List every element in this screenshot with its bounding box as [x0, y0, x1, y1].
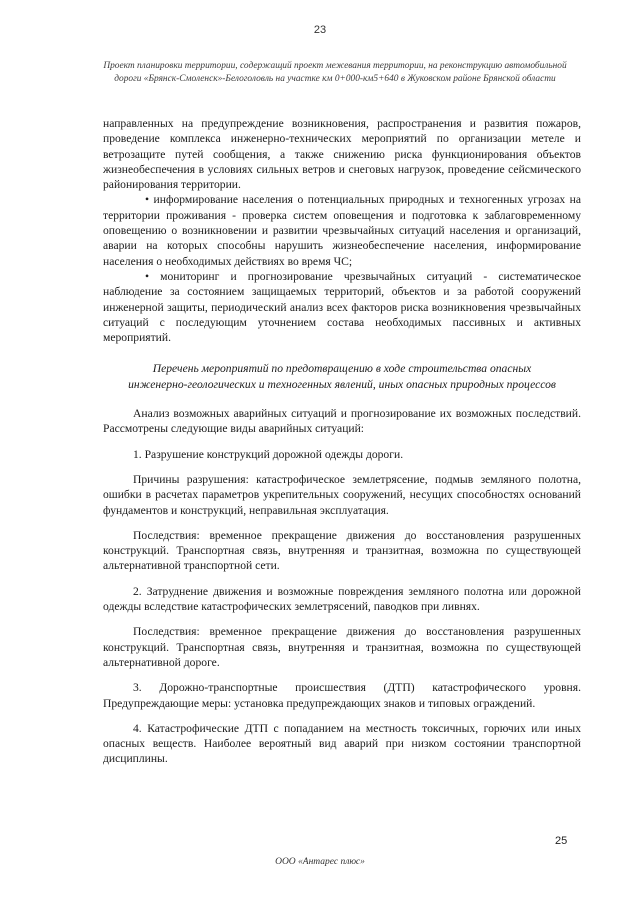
document-header: Проект планировки территории, содержащий проект межевания территории, на реконструкцию автомобильной дороги «Брянск-Смоленск»-Белоголовль на участке км 0+000-км5+640 в Жуковском районе Брянской области: [103, 61, 567, 84]
paragraph-analysis: Анализ возможных аварийных ситуаций и прогнозирование их возможных последствий. Рассмотрены следующие виды аварийных ситуаций:: [103, 407, 581, 436]
bullet-monitoring: • мониторинг и прогнозирование чрезвычайных ситуаций - систематическое наблюдение за состоянием защищаемых территорий, объектов и за работой сооружений инженерной защиты, периодический анализ всех факторов риска возникновения чрезвычайных ситуаций с последующим уточнением состава необходимых пассивных и активных мероприятий.: [103, 269, 581, 345]
item-2-difficulty: 2. Затруднение движения и возможные повреждения земляного полотна или дорожной одежды вследствие катастрофических землетрясений, паводков при ливнях.: [103, 584, 581, 614]
item-3-accidents: 3. Дорожно-транспортные происшествия (ДТП) катастрофического уровня. Предупреждающие меры: установка предупреждающих знаков и типовых ограждений.: [103, 681, 581, 710]
bullet-informing: • информирование населения о потенциальных природных и техногенных угрозах на территории проживания - проверка систем оповещения и подготовка к заблаговременному оповещению о возникновении и развитии чрезвычайных ситуаций населения и организаций, аварии на которых способны нарушить жизнеобеспечение населения, информирование населения о необходимых действиях во время ЧС;: [103, 193, 581, 268]
paragraph-causes: Причины разрушения: катастрофическое землетрясение, подмыв земляного полотна, ошибки в расчетах параметров укрепительных сооружений, несущих способностях оснований фундаментов и конструкций, неправильная эксплуатация.: [103, 472, 581, 517]
page-number-bottom: 25: [555, 835, 568, 847]
item-4-catastrophic: 4. Катастрофические ДТП с попаданием на местность токсичных, горючих или иных опасных веществ. Наиболее вероятный вид аварий при низком состоянии транспортной дисциплины.: [103, 721, 581, 766]
item-1-destruction: 1. Разрушение конструкций дорожной одежды дороги.: [133, 447, 404, 461]
paragraph-consequences-2: Последствия: временное прекращение движения до восстановления разрушенных конструкций. Транспортная связь, внутренняя и транзитная, возможна по существующей альтернативной дороге.: [103, 625, 581, 669]
section-title: Перечень мероприятий по предотвращению в ходе строительства опасных инженерно-геологических и техногенных явлений, иных опасных природных процессов: [128, 362, 556, 391]
paragraph-1: направленных на предупреждение возникновения, распространения и развития пожаров, проведение комплекса инженерно-технических мероприятий по организации метеле и ветрозащите путей сообщения, а также снижению риска функционирования объектов жизнеобеспечения в условиях сильных ветров и снеговых нагрузок, проведение сейсмического районирования территории.: [103, 117, 581, 192]
document-footer: ООО «Антарес плюс»: [275, 857, 365, 867]
page-number-top: 23: [313, 24, 327, 36]
paragraph-consequences-1: Последствия: временное прекращение движения до восстановления разрушенных конструкций. Транспортная связь, внутренняя и транзитная, возможна по существующей альтернативной транспортной сети.: [103, 528, 581, 573]
document-body: [103, 116, 581, 767]
